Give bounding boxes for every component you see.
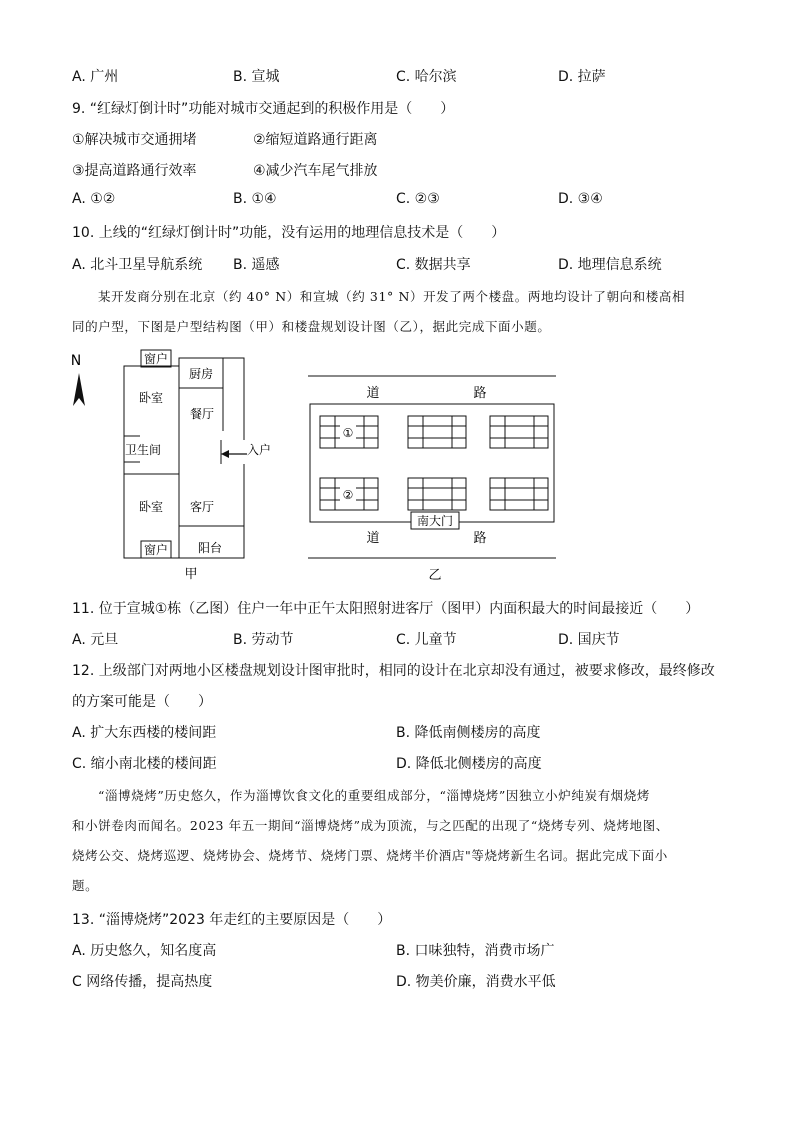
q9-item-3: ③提高道路通行效率 xyxy=(72,163,197,179)
q12-option-c: C. 缩小南北楼的楼间距 xyxy=(72,756,217,772)
q9-option-c: C. ②③ xyxy=(396,191,440,207)
q9-item-2: ②缩短道路通行距离 xyxy=(253,132,378,148)
building-row1-right xyxy=(490,416,548,448)
q8-option-c: C. 哈尔滨 xyxy=(396,69,457,85)
q9-stem: 9. “红绿灯倒计时”功能对城市交通起到的积极作用是（ ） xyxy=(72,101,455,117)
passage2-line-4: 题。 xyxy=(72,878,99,893)
bedroom-bottom-label: 卧室 xyxy=(138,500,164,514)
road-top-char-2: 路 xyxy=(473,386,487,401)
bedroom-top-label: 卧室 xyxy=(138,391,164,405)
figure-yi-caption: 乙 xyxy=(428,568,442,583)
road-top-char-1: 道 xyxy=(366,386,380,401)
q11-option-c: C. 儿童节 xyxy=(396,632,457,648)
living-room-label: 客厅 xyxy=(189,500,215,514)
q9-option-a: A. ①② xyxy=(72,191,116,207)
q9-option-b: B. ①④ xyxy=(233,191,277,207)
road-bottom-char-2: 路 xyxy=(473,531,487,546)
figure-jia-caption: 甲 xyxy=(184,567,198,582)
passage2-line-1: “淄博烧烤”历史悠久，作为淄博饮食文化的重要组成部分，“淄博烧烤”因独立小炉纯炭有烟烧烤 xyxy=(98,788,650,803)
passage2-line-3: 烧烤公交、烧烤巡逻、烧烤协会、烧烤节、烧烤门票、烧烤半价酒店"等烧烤新生名词。据此完成下面小 xyxy=(72,848,668,863)
q10-option-c: C. 数据共享 xyxy=(396,257,471,273)
q10-stem: 10. 上线的“红绿灯倒计时”功能，没有运用的地理信息技术是（ ） xyxy=(72,225,506,241)
north-arrow-icon xyxy=(73,373,85,406)
q13-stem: 13. “淄博烧烤”2023 年走红的主要原因是（ ） xyxy=(72,912,392,928)
figure-site-plan xyxy=(300,368,562,584)
building-row2-middle xyxy=(408,478,466,510)
road-bottom-char-1: 道 xyxy=(366,531,380,546)
entrance-arrow-icon xyxy=(221,450,229,458)
north-label: N xyxy=(70,353,82,369)
building-row1-middle xyxy=(408,416,466,448)
q11-option-b: B. 劳动节 xyxy=(233,632,294,648)
q8-option-a: A. 广州 xyxy=(72,69,119,85)
figure-floor-plan xyxy=(66,346,286,586)
dining-label: 餐厅 xyxy=(189,407,215,421)
q11-stem: 11. 位于宣城①栋（乙图）住户一年中正午太阳照射进客厅（图甲）内面积最大的时间最接近（ ） xyxy=(72,601,700,617)
passage2-line-2: 和小饼卷肉而闻名。2023 年五一期间“淄博烧烤”成为顶流，与之匹配的出现了“烧烤专列、烧烤地图、 xyxy=(72,818,669,833)
passage1-line-1: 某开发商分别在北京（约 40° N）和宣城（约 31° N）开发了两个楼盘。两地均设计了朝向和楼高相 xyxy=(98,289,686,304)
building-1-label: ① xyxy=(342,426,354,440)
south-gate-label: 南大门 xyxy=(416,514,454,528)
kitchen-label: 厨房 xyxy=(188,367,214,381)
building-row2-right xyxy=(490,478,548,510)
q10-option-d: D. 地理信息系统 xyxy=(558,257,662,273)
q13-option-d: D. 物美价廉，消费水平低 xyxy=(396,974,556,990)
window-top-label: 窗户 xyxy=(143,352,169,366)
q11-option-d: D. 国庆节 xyxy=(558,632,620,648)
passage1-line-2: 同的户型，下图是户型结构图（甲）和楼盘规划设计图（乙），据此完成下面小题。 xyxy=(72,319,551,334)
balcony-label: 阳台 xyxy=(197,541,223,555)
q12-stem-line-1: 12. 上级部门对两地小区楼盘规划设计图审批时，相同的设计在北京却没有通过，被要求修改，最终修改 xyxy=(72,663,715,679)
q8-option-b: B. 宣城 xyxy=(233,69,280,85)
q10-option-b: B. 遥感 xyxy=(233,257,280,273)
q13-option-c: C 网络传播，提高热度 xyxy=(72,974,213,990)
q13-option-a: A. 历史悠久，知名度高 xyxy=(72,943,217,959)
q12-option-b: B. 降低南侧楼房的高度 xyxy=(396,725,541,741)
bathroom-label: 卫生间 xyxy=(124,443,162,457)
window-bottom-label: 窗户 xyxy=(143,543,169,557)
q12-option-d: D. 降低北侧楼房的高度 xyxy=(396,756,542,772)
q12-stem-line-2: 的方案可能是（ ） xyxy=(72,694,212,710)
q9-option-d: D. ③④ xyxy=(558,191,603,207)
q13-option-b: B. 口味独特，消费市场广 xyxy=(396,943,555,959)
q10-option-a: A. 北斗卫星导航系统 xyxy=(72,257,203,273)
q11-option-a: A. 元旦 xyxy=(72,632,119,648)
entrance-label: 入户 xyxy=(246,443,272,457)
q12-option-a: A. 扩大东西楼的楼间距 xyxy=(72,725,217,741)
building-2-label: ② xyxy=(342,488,354,502)
q9-item-4: ④减少汽车尾气排放 xyxy=(253,163,378,179)
q9-item-1: ①解决城市交通拥堵 xyxy=(72,132,197,148)
q8-option-d: D. 拉萨 xyxy=(558,69,606,85)
